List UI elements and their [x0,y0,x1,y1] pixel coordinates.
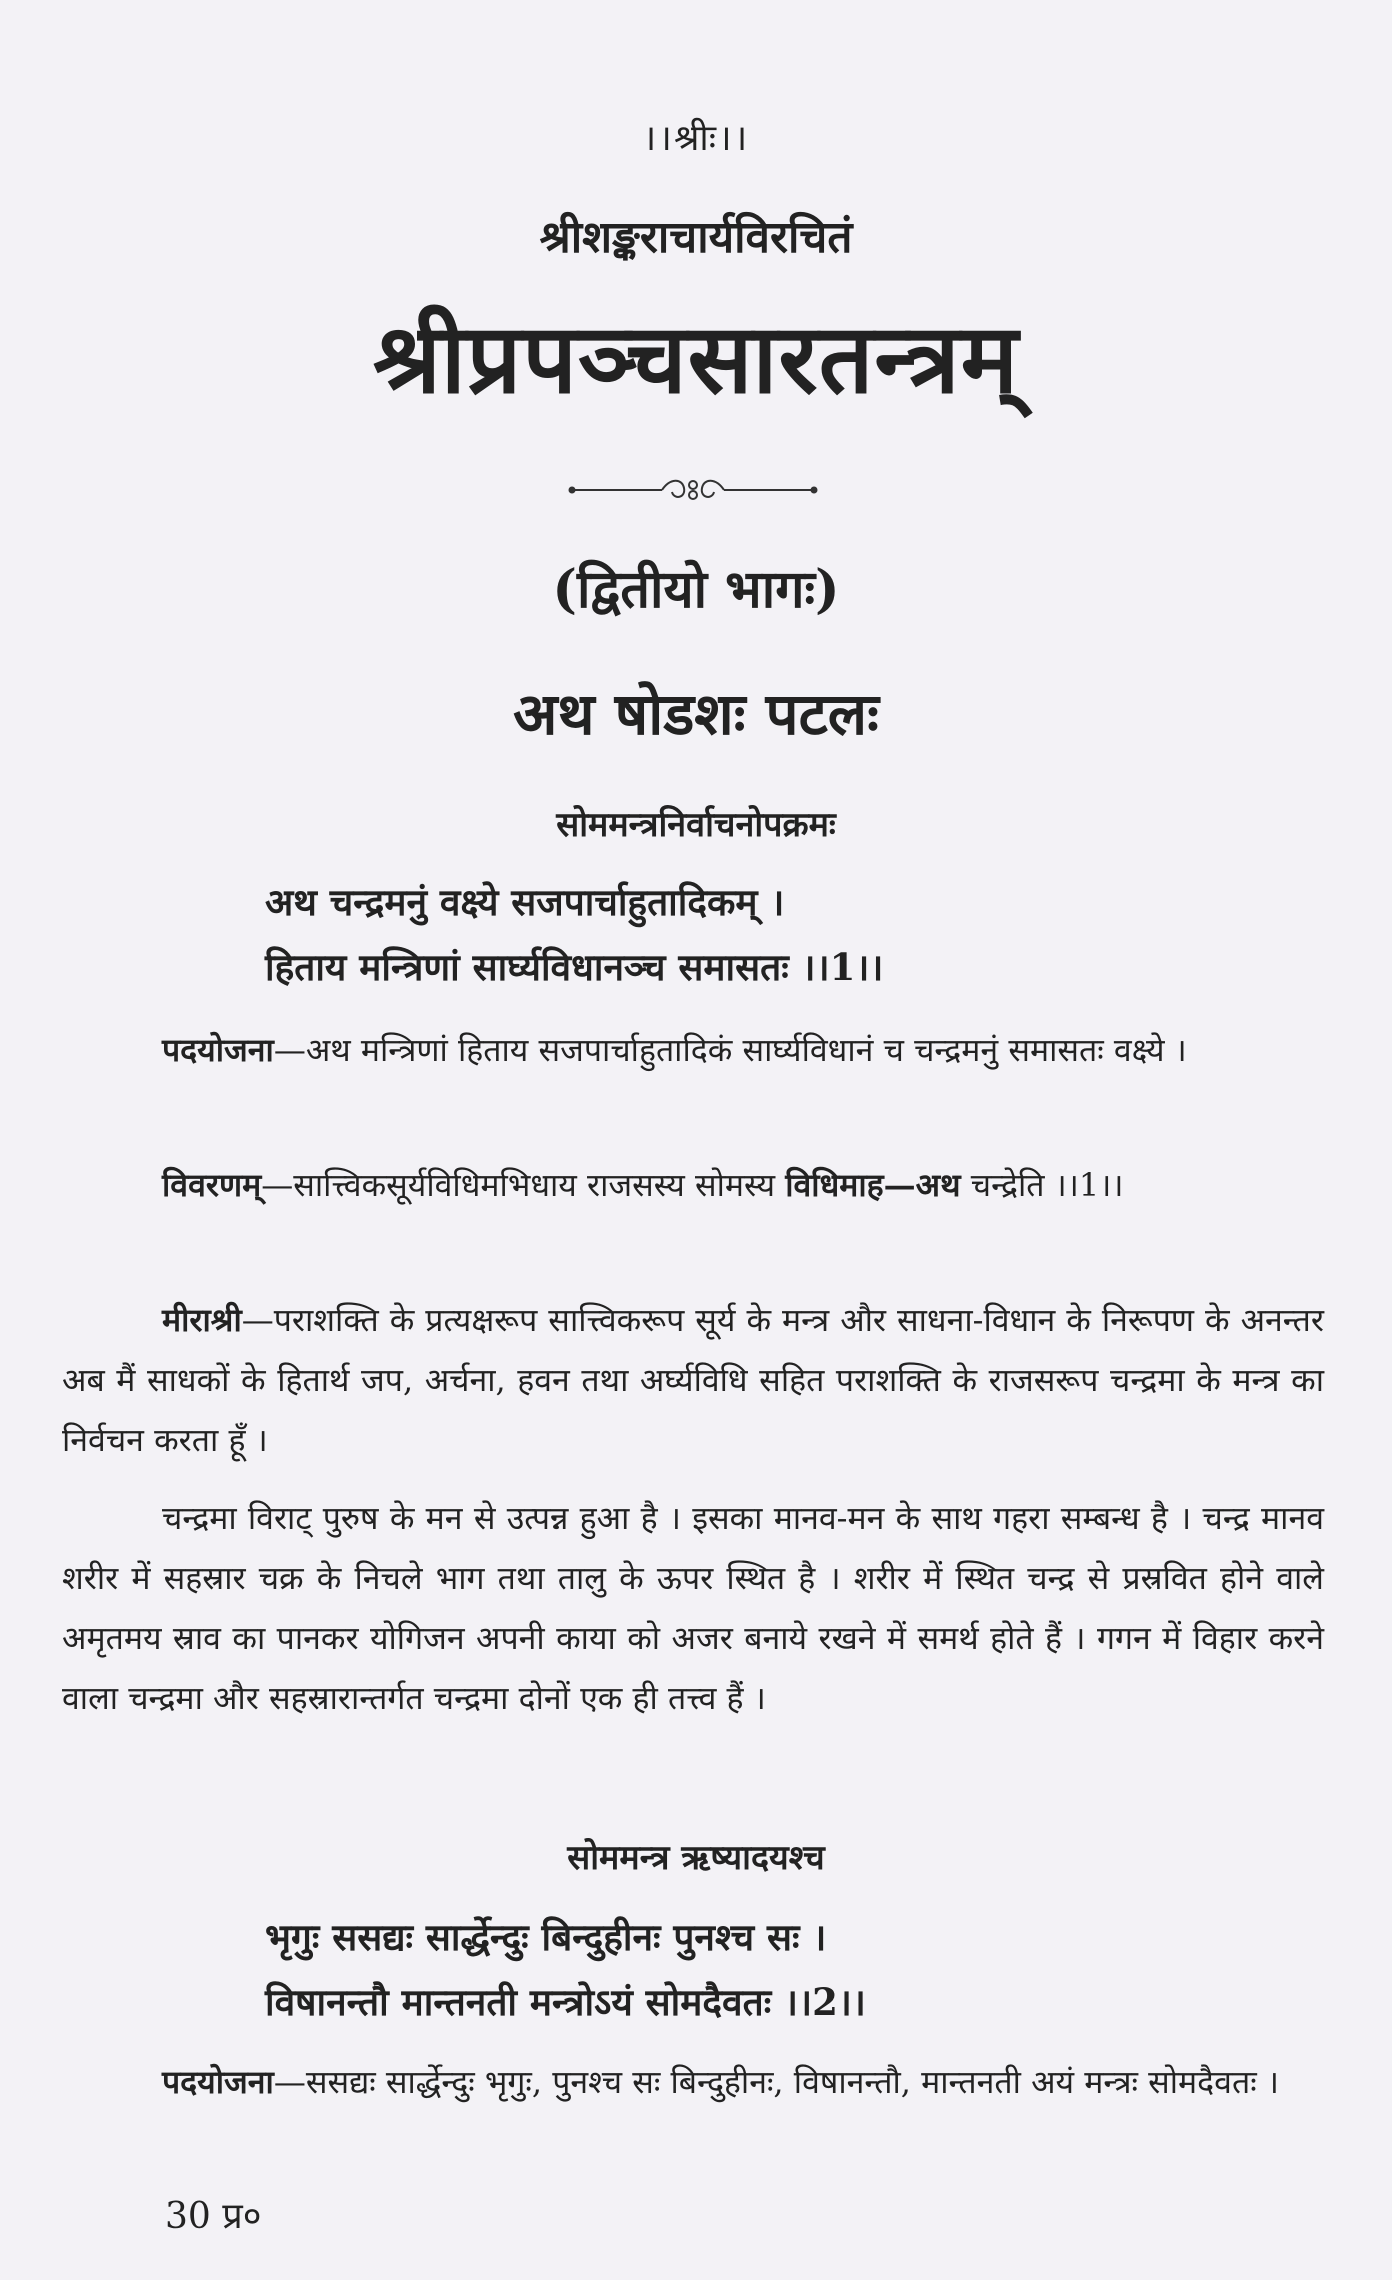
vivaranam-tail: चन्द्रेति ।।1।। [960,1166,1124,1204]
padayojana-text-2: —ससद्यः सार्द्धेन्दुः भृगुः, पुनश्च सः बिन्दुहीनः, विषानन्तौ, मान्तनती अयं मन्त्रः सोमदैवतः । [273,2063,1279,2101]
vivaranam-text: —सात्त्विकसूर्यविधिमभिधाय राजसस्य सोमस्य [261,1166,786,1204]
verse-2-line-2: विषानन्तौ मान्तनती मन्त्रोऽयं सोमदैवतः ।।2।। [265,1980,866,2024]
invocation: ।।श्रीः।। [642,118,750,159]
part-heading: (द्वितीयो भागः) [552,559,840,620]
section-heading-1: सोममन्त्रनिर्वाचनोपक्रमः [556,805,836,845]
verse-1-line-1: अथ चन्द्रमनुं वक्ष्ये सजपार्चाहुतादिकम् । [265,880,785,924]
mirashri-text: —पराशक्ति के प्रत्यक्षरूप सात्त्विकरूप सूर्य के मन्त्र और साधना-विधान के निरूपण के अनन्तर अब मैं साधकों के हितार्थ जप, अर्चना, हवन तथा अर्घ्यविधि सहित पराशक्ति के राजसरूप चन्द्रमा के मन्त्र का निर्वचन करता हूँ । [62,1301,1324,1459]
author-line: श्रीशङ्कराचार्यविरचितं [539,212,853,263]
moon-paragraph: चन्द्रमा विराट् पुरुष के मन से उत्पन्न हुआ है । इसका मानव-मन के साथ गहरा सम्बन्ध है । चन्द्र मानव शरीर में सहस्रार चक्र के निचले भाग तथा तालु के ऊपर स्थित है । शरीर में स्थित चन्द्र से प्रस्रवित होने वाले अमृतमय स्राव का पानकर योगिजन अपनी काया को अजर बनाये रखने में समर्थ होते हैं । गगन में विहार करने वाला चन्द्रमा और सहस्रारान्तर्गत चन्द्रमा दोनों एक ही तत्त्व हैं । [62,1499,1324,1717]
vivaranam-bold: विधिमाह—अथ [785,1166,961,1204]
vivaranam-label: विवरणम् [162,1166,262,1204]
mirashri-1 [62,1290,1324,1470]
vivaranam-1 [62,1155,1324,1215]
page-signature: 30 प्र० [165,2196,262,2237]
padayojana-2 [62,2052,1324,2112]
verse-1-line-2: हिताय मन्त्रिणां सार्घ्यविधानञ्च समासतः ।।1।। [265,945,884,989]
padayojana-text: —अथ मन्त्रिणां हिताय सजपार्चाहुतादिकं सार्घ्यविधानं च चन्द्रमनुं समासतः वक्ष्ये । [273,1031,1187,1069]
page-title: श्रीप्रपञ्चसारतन्त्रम् [372,302,1020,415]
section-heading-2: सोममन्त्र ऋष्यादयश्च [567,1838,825,1878]
padayojana-label: पदयोजना [162,1031,274,1069]
ornament-divider-icon [566,474,820,506]
chapter-heading: अथ षोडशः पटलः [513,680,879,748]
padayojana-1 [62,1020,1324,1080]
padayojana-label-2: पदयोजना [162,2063,274,2101]
verse-2-line-1: भृगुः ससद्यः सार्द्धेन्दुः बिन्दुहीनः पुनश्च सः । [265,1915,827,1959]
mirashri-label: मीराश्री [162,1301,242,1339]
